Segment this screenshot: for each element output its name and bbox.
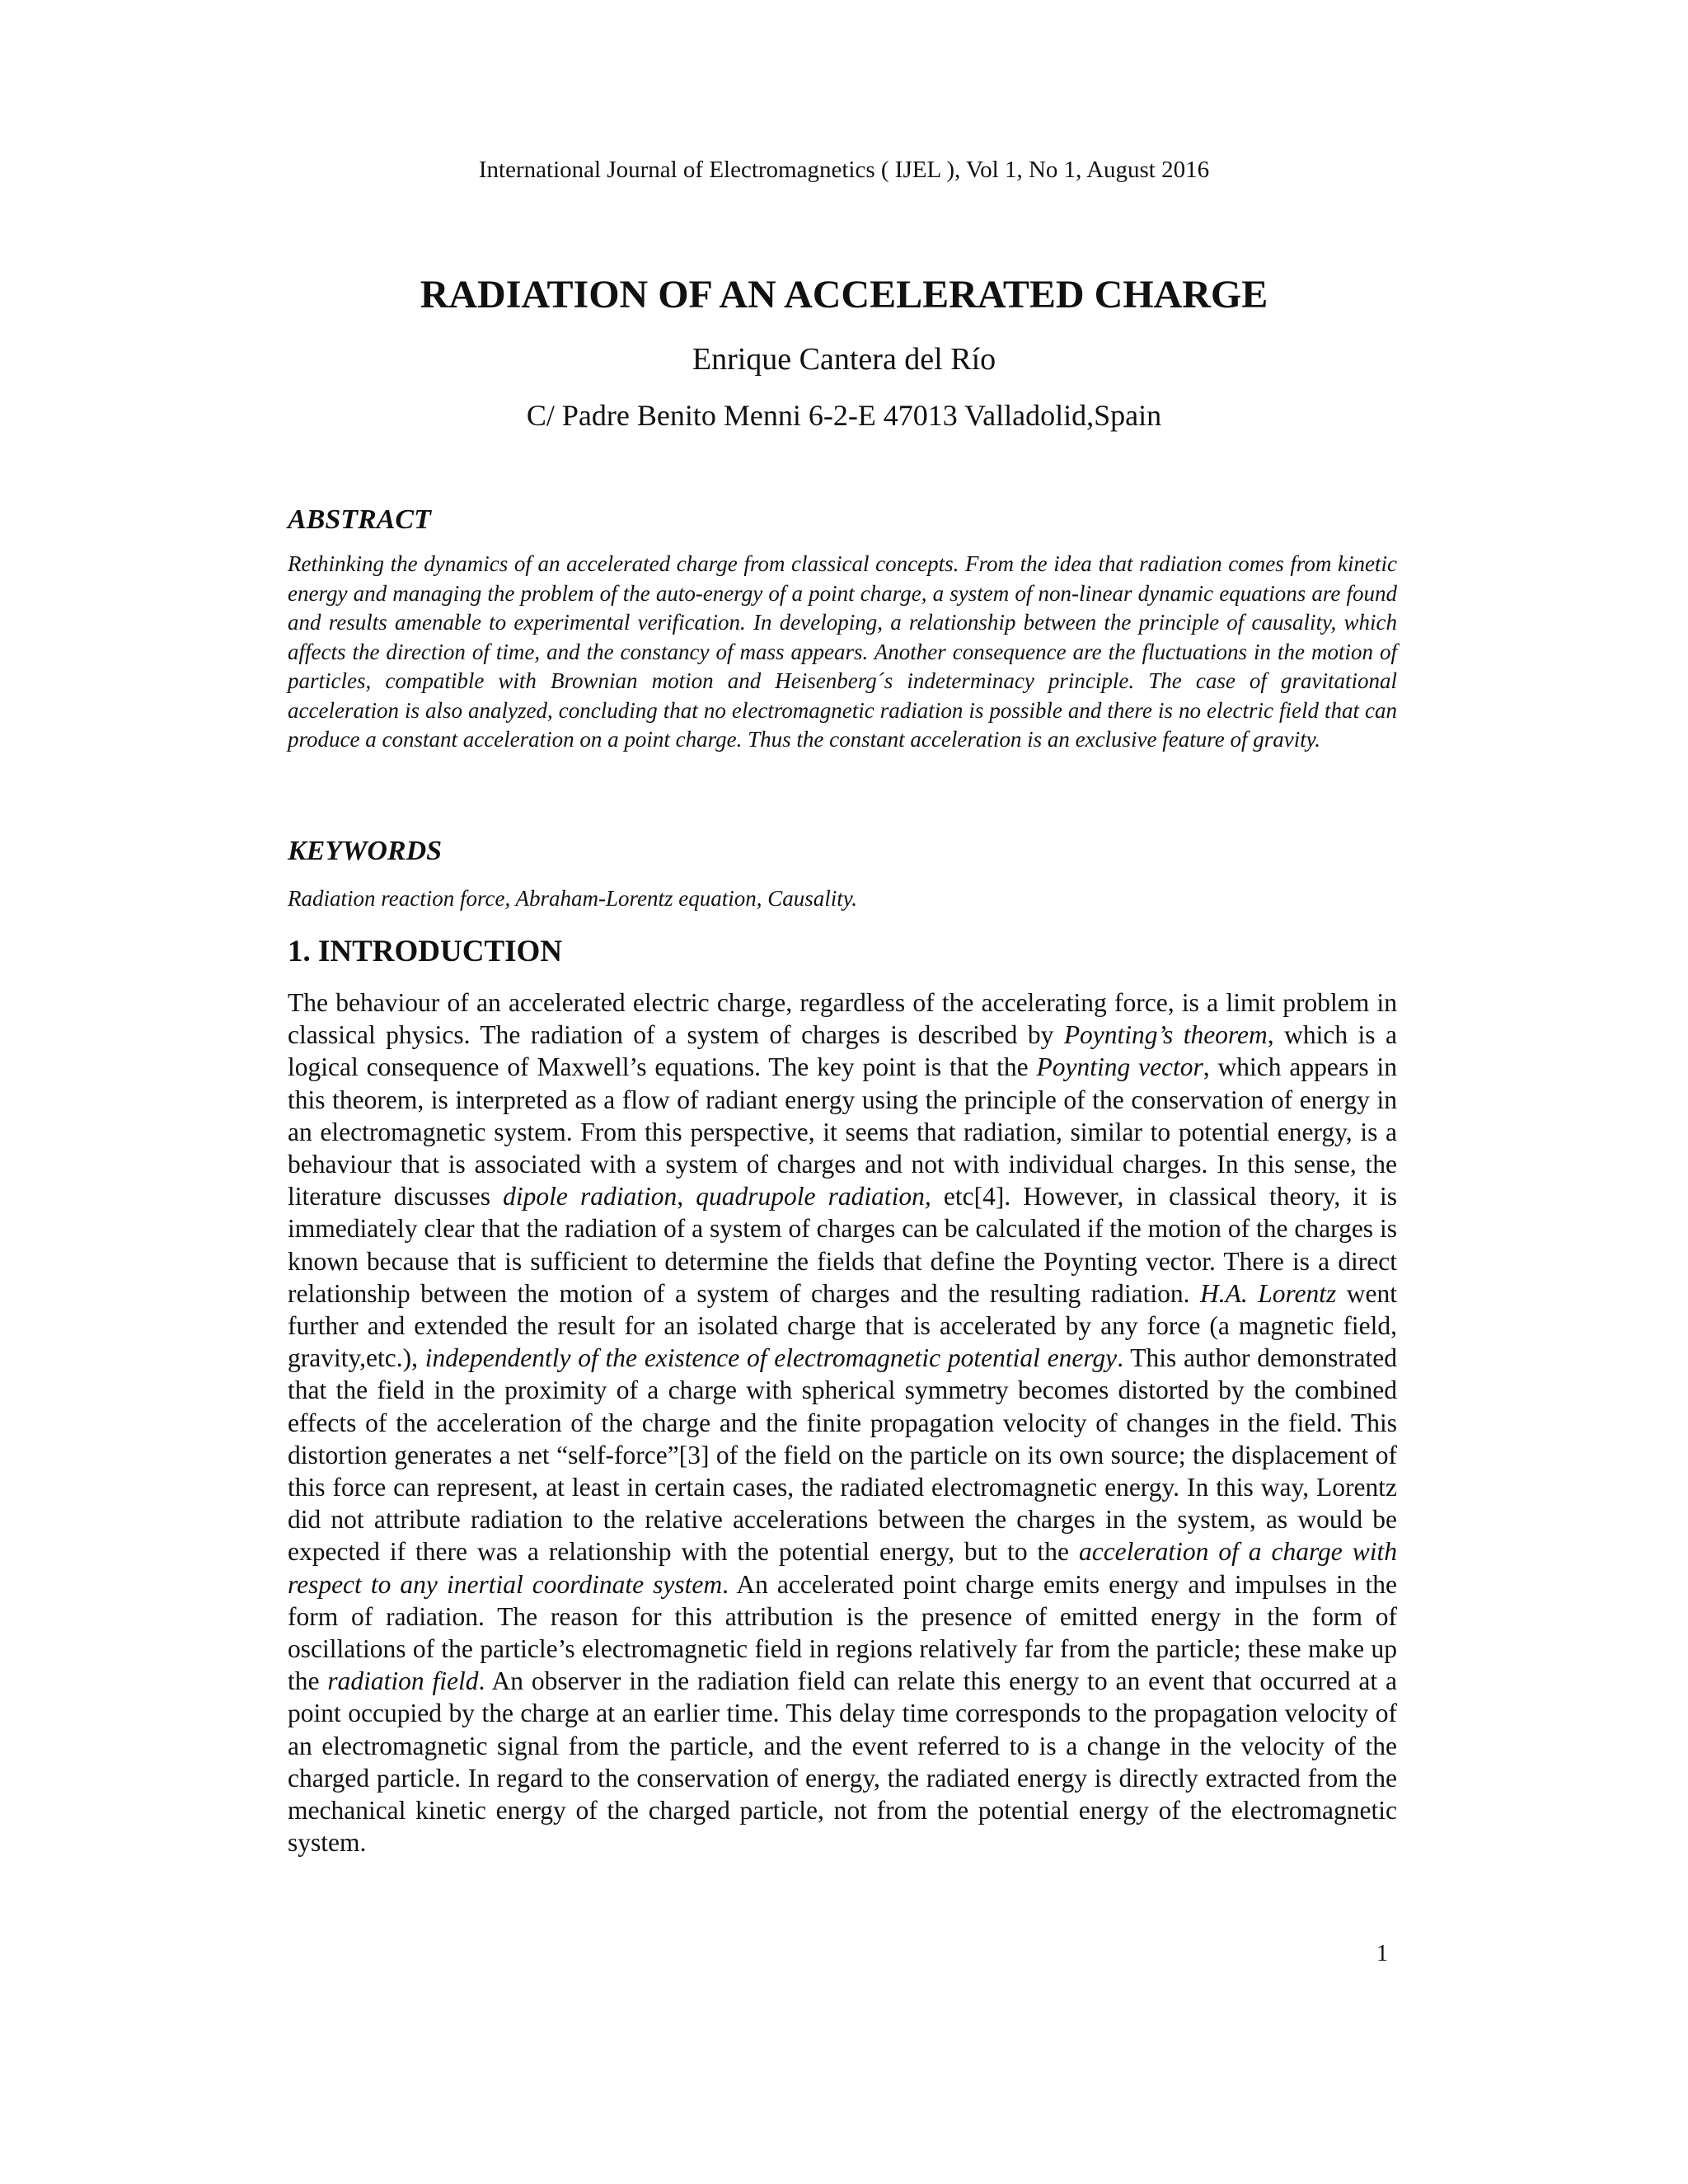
page-number: 1 [1376,1941,1388,1966]
intro-emphasis: acceleration of a charge with respect to any inertial coordinate system [288,1537,1397,1599]
author-affiliation: C/ Padre Benito Menni 6-2-E 47013 Valladolid,Spain [526,399,1162,432]
intro-text: , which appears in this theorem, is interpreted as a flow of radiant energy using the principle of the conservation of energy in an electromagnetic system. From this perspective, it seems that radiation, similar to potential energy, is a behaviour that is associated with a system of charges and not with individual charges. In this sense, the literature discusses [288,1052,1397,1212]
intro-emphasis: dipole radiation [503,1182,678,1212]
author-name: Enrique Cantera del Río [692,342,996,377]
intro-text: , which is a logical consequence of Maxwell’s equations. The key point is that the [288,1020,1397,1082]
intro-emphasis: H.A. Lorentz [1200,1278,1337,1308]
intro-emphasis: Poynting vector [1036,1052,1203,1082]
intro-text: , [677,1182,696,1212]
introduction-heading: 1. INTRODUCTION [288,935,563,968]
intro-text: etc[4]. However, in classical theory, it is immediately clear that the radiation of a system of charges can be calculated if the motion of the charges is known because that is sufficient to determine the fields that define the Poynting vector. There is a direct relationship between the motion of a system of charges and the resulting radiation. [288,1182,1398,1308]
intro-text: . An observer in the radiation field can relate this energy to an event that occurred at a point occupied by the charge at an earlier time. This delay time corresponds to the propagation velocity of an electromagnetic signal from the particle, and the event referred to is a change in the velocity of the charged particle. In regard to the conservation of energy, the radiated energy is directly extracted from the mechanical kinetic energy of the charged particle, not from the potential energy of the electromagnetic system. [288,1666,1398,1858]
paper-title: RADIATION OF AN ACCELERATED CHARGE [420,273,1268,316]
keywords-text: Radiation reaction force, Abraham-Lorentz equation, Causality. [288,886,857,911]
journal-header: International Journal of Electromagnetics ( IJEL ), Vol 1, No 1, August 2016 [478,157,1210,183]
keywords-heading: KEYWORDS [288,836,443,866]
intro-emphasis: quadrupole radiation, [696,1182,931,1212]
abstract-text: Rethinking the dynamics of an accelerated charge from classical concepts. From the idea that radiation comes from kinetic energy and managing the problem of the auto-energy of a point charge, a system of non-linear dynamic equations are found and results amenable to experimental verification. In developing, a relationship between the principle of causality, which affects the direction of time, and the constancy of mass appears. Another consequence are the fluctuations in the motion of particles, compatible with Brownian motion and Heisenberg´s indeterminacy principle. The case of gravitational acceleration is also analyzed, concluding that no electromagnetic radiation is possible and there is no electric field that can produce a constant acceleration on a point charge. Thus the constant acceleration is an exclusive feature of gravity. [288,551,1397,752]
intro-emphasis: Poynting’s theorem [1063,1020,1268,1050]
intro-text: . An accelerated point charge emits energy and impulses in the form of radiation. The reason for this attribution is the presence of emitted energy in the form of oscillations of the particle’s electromagnetic field in regions relatively far from the particle; these make up the [288,1569,1397,1696]
intro-text: went further and extended the result for an isolated charge that is accelerated by any force (a magnetic field, gravity,etc.), [288,1278,1398,1373]
introduction-paragraph [288,987,1397,1858]
abstract-heading: ABSTRACT [288,504,431,535]
intro-emphasis: radiation field [327,1666,479,1696]
intro-text: The behaviour of an accelerated electric charge, regardless of the accelerating force, is a limit problem in classical physics. The radiation of a system of charges is described by [288,988,1397,1050]
intro-text: . This author demonstrated that the field in the proximity of a charge with spherical symmetry becomes distorted by the combined effects of the acceleration of the charge and the finite propagation velocity of changes in the field. This distortion generates a net “self-force”[3] of the field on the particle on its own source; the displacement of this force can represent, at least in certain cases, the radiated electromagnetic energy. In this way, Lorentz did not attribute radiation to the relative accelerations between the charges in the system, as would be expected if there was a relationship with the potential energy, but to the [288,1343,1397,1567]
intro-emphasis: independently of the existence of electromagnetic potential energy [424,1343,1118,1373]
